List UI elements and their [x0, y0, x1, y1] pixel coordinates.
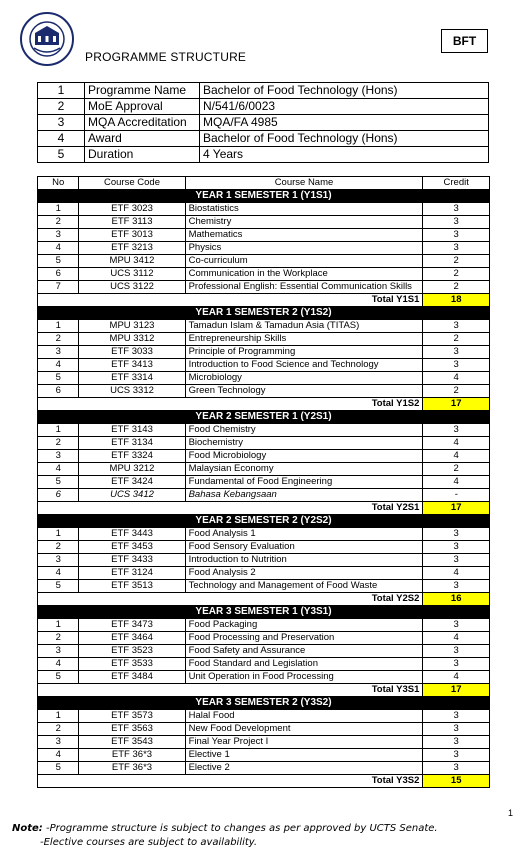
course-name: Chemistry — [185, 216, 423, 229]
course-credit: 2 — [423, 268, 490, 281]
course-code: ETF 3513 — [79, 580, 185, 593]
course-credit: 3 — [423, 424, 490, 437]
course-name: New Food Development — [185, 723, 423, 736]
course-no: 3 — [38, 346, 79, 359]
course-credit: 3 — [423, 710, 490, 723]
total-label: Total Y1S1 — [38, 294, 423, 307]
course-code: ETF 3124 — [79, 567, 185, 580]
course-no: 1 — [38, 528, 79, 541]
table-row — [38, 320, 490, 333]
course-credit: 3 — [423, 242, 490, 255]
course-credit: 3 — [423, 203, 490, 216]
info-value: N/541/6/0023 — [200, 99, 489, 115]
course-name: Food Packaging — [185, 619, 423, 632]
table-row — [38, 242, 490, 255]
table-row — [38, 671, 490, 684]
course-code: ETF 3213 — [79, 242, 185, 255]
course-credit: 3 — [423, 528, 490, 541]
course-credit: 3 — [423, 541, 490, 554]
course-name: Co-curriculum — [185, 255, 423, 268]
table-row — [38, 437, 490, 450]
table-row — [38, 749, 490, 762]
course-no: 3 — [38, 736, 79, 749]
course-name: Technology and Management of Food Waste — [185, 580, 423, 593]
semester-header — [38, 411, 490, 424]
table-row — [38, 645, 490, 658]
course-name: Biostatistics — [185, 203, 423, 216]
total-credit: 17 — [423, 684, 490, 697]
course-credit: 4 — [423, 476, 490, 489]
total-label: Total Y3S1 — [38, 684, 423, 697]
col-header-no: No — [38, 177, 79, 190]
programme-info-table — [37, 82, 489, 163]
course-no: 5 — [38, 476, 79, 489]
course-credit: 4 — [423, 437, 490, 450]
semester-total-row — [38, 775, 490, 788]
semester-title: YEAR 2 SEMESTER 1 (Y2S1) — [38, 411, 490, 424]
course-no: 4 — [38, 567, 79, 580]
course-no: 4 — [38, 658, 79, 671]
course-credit: 4 — [423, 632, 490, 645]
course-name: Entrepreneurship Skills — [185, 333, 423, 346]
course-code: ETF 3543 — [79, 736, 185, 749]
course-no: 3 — [38, 450, 79, 463]
course-code: ETF 3033 — [79, 346, 185, 359]
course-credit: 3 — [423, 736, 490, 749]
course-code: MPU 3412 — [79, 255, 185, 268]
course-credit: 2 — [423, 281, 490, 294]
info-row — [38, 83, 489, 99]
course-credit: 3 — [423, 554, 490, 567]
semester-total-row — [38, 502, 490, 515]
table-row — [38, 723, 490, 736]
table-header-row — [38, 177, 490, 190]
semester-header — [38, 697, 490, 710]
course-credit: 3 — [423, 658, 490, 671]
total-credit: 17 — [423, 398, 490, 411]
course-no: 1 — [38, 424, 79, 437]
note-line-2: -Elective courses are subject to availability. — [40, 837, 258, 848]
course-code: ETF 3464 — [79, 632, 185, 645]
info-no: 1 — [38, 83, 85, 99]
info-label: Award — [85, 131, 200, 147]
course-no: 7 — [38, 281, 79, 294]
semester-total-row — [38, 593, 490, 606]
course-credit: 3 — [423, 359, 490, 372]
course-no: 5 — [38, 372, 79, 385]
course-no: 2 — [38, 541, 79, 554]
course-code: ETF 36*3 — [79, 749, 185, 762]
course-name: Food Processing and Preservation — [185, 632, 423, 645]
course-credit: 2 — [423, 255, 490, 268]
course-name: Food Standard and Legislation — [185, 658, 423, 671]
course-name: Malaysian Economy — [185, 463, 423, 476]
course-credit: 4 — [423, 671, 490, 684]
info-no: 3 — [38, 115, 85, 131]
semester-title: YEAR 3 SEMESTER 1 (Y3S1) — [38, 606, 490, 619]
course-no: 1 — [38, 619, 79, 632]
info-value: MQA/FA 4985 — [200, 115, 489, 131]
info-no: 5 — [38, 147, 85, 163]
course-code: ETF 3424 — [79, 476, 185, 489]
course-no: 2 — [38, 632, 79, 645]
course-code: UCS 3112 — [79, 268, 185, 281]
course-credit: 4 — [423, 450, 490, 463]
info-no: 4 — [38, 131, 85, 147]
table-row — [38, 736, 490, 749]
course-credit: 2 — [423, 385, 490, 398]
info-value: Bachelor of Food Technology (Hons) — [200, 131, 489, 147]
course-code: ETF 3473 — [79, 619, 185, 632]
course-credit: 3 — [423, 723, 490, 736]
course-code: ETF 3523 — [79, 645, 185, 658]
course-credit: 4 — [423, 372, 490, 385]
table-row — [38, 619, 490, 632]
course-name: Mathematics — [185, 229, 423, 242]
course-no: 6 — [38, 385, 79, 398]
semester-header — [38, 606, 490, 619]
table-row — [38, 567, 490, 580]
table-row — [38, 762, 490, 775]
course-credit: 3 — [423, 619, 490, 632]
table-row — [38, 424, 490, 437]
course-code: ETF 3453 — [79, 541, 185, 554]
total-label: Total Y2S1 — [38, 502, 423, 515]
course-no: 2 — [38, 437, 79, 450]
course-name: Professional English: Essential Communication Skills — [185, 281, 423, 294]
course-structure-table — [37, 176, 490, 788]
course-name: Elective 2 — [185, 762, 423, 775]
course-name: Physics — [185, 242, 423, 255]
table-row — [38, 229, 490, 242]
table-row — [38, 281, 490, 294]
table-row — [38, 554, 490, 567]
total-credit: 16 — [423, 593, 490, 606]
course-name: Food Sensory Evaluation — [185, 541, 423, 554]
table-row — [38, 710, 490, 723]
table-row — [38, 632, 490, 645]
course-name: Tamadun Islam & Tamadun Asia (TITAS) — [185, 320, 423, 333]
course-credit: 3 — [423, 346, 490, 359]
course-credit: 3 — [423, 216, 490, 229]
course-no: 5 — [38, 671, 79, 684]
course-code: ETF 3143 — [79, 424, 185, 437]
table-row — [38, 476, 490, 489]
course-no: 5 — [38, 762, 79, 775]
footnote — [12, 822, 438, 850]
table-row — [38, 333, 490, 346]
course-name: Biochemistry — [185, 437, 423, 450]
course-no: 3 — [38, 229, 79, 242]
course-name: Halal Food — [185, 710, 423, 723]
course-no: 4 — [38, 749, 79, 762]
semester-total-row — [38, 398, 490, 411]
total-label: Total Y2S2 — [38, 593, 423, 606]
course-credit: 3 — [423, 749, 490, 762]
total-label: Total Y1S2 — [38, 398, 423, 411]
info-value: 4 Years — [200, 147, 489, 163]
course-code: ETF 36*3 — [79, 762, 185, 775]
course-name: Introduction to Food Science and Technology — [185, 359, 423, 372]
semester-header — [38, 307, 490, 320]
semester-title: YEAR 1 SEMESTER 1 (Y1S1) — [38, 190, 490, 203]
semester-total-row — [38, 684, 490, 697]
course-code: ETF 3533 — [79, 658, 185, 671]
course-no: 1 — [38, 320, 79, 333]
course-no: 5 — [38, 580, 79, 593]
table-row — [38, 385, 490, 398]
course-code: ETF 3443 — [79, 528, 185, 541]
course-no: 2 — [38, 723, 79, 736]
course-code: ETF 3013 — [79, 229, 185, 242]
course-code: ETF 3413 — [79, 359, 185, 372]
course-no: 3 — [38, 645, 79, 658]
table-row — [38, 268, 490, 281]
course-name: Principle of Programming — [185, 346, 423, 359]
programme-code-badge: BFT — [441, 29, 488, 53]
total-label: Total Y3S2 — [38, 775, 423, 788]
semester-title: YEAR 2 SEMESTER 2 (Y2S2) — [38, 515, 490, 528]
course-name: Food Microbiology — [185, 450, 423, 463]
course-name: Food Chemistry — [185, 424, 423, 437]
course-code: UCS 3122 — [79, 281, 185, 294]
course-name: Unit Operation in Food Processing — [185, 671, 423, 684]
course-code: ETF 3563 — [79, 723, 185, 736]
total-credit: 17 — [423, 502, 490, 515]
course-name: Communication in the Workplace — [185, 268, 423, 281]
info-row — [38, 99, 489, 115]
table-row — [38, 372, 490, 385]
col-header-credit: Credit — [423, 177, 490, 190]
table-row — [38, 450, 490, 463]
table-row — [38, 528, 490, 541]
course-no: 4 — [38, 359, 79, 372]
course-no: 2 — [38, 216, 79, 229]
total-credit: 15 — [423, 775, 490, 788]
course-no: 6 — [38, 268, 79, 281]
course-code: ETF 3484 — [79, 671, 185, 684]
table-row — [38, 580, 490, 593]
semester-total-row — [38, 294, 490, 307]
course-name: Microbiology — [185, 372, 423, 385]
col-header-name: Course Name — [185, 177, 423, 190]
semester-header — [38, 515, 490, 528]
table-row — [38, 346, 490, 359]
course-name: Elective 1 — [185, 749, 423, 762]
course-code: ETF 3324 — [79, 450, 185, 463]
course-code: ETF 3134 — [79, 437, 185, 450]
course-no: 4 — [38, 242, 79, 255]
note-line-1: -Programme structure is subject to changes as per approved by UCTS Senate. — [46, 823, 438, 834]
table-row — [38, 255, 490, 268]
course-credit: 2 — [423, 333, 490, 346]
course-code: MPU 3312 — [79, 333, 185, 346]
table-row — [38, 463, 490, 476]
course-code: ETF 3113 — [79, 216, 185, 229]
course-code: MPU 3123 — [79, 320, 185, 333]
page-number: 1 — [508, 808, 514, 818]
course-code: UCS 3412 — [79, 489, 185, 502]
course-credit: 4 — [423, 567, 490, 580]
info-label: MQA Accreditation — [85, 115, 200, 131]
page-title: PROGRAMME STRUCTURE — [85, 50, 247, 64]
course-no: 5 — [38, 255, 79, 268]
table-row — [38, 359, 490, 372]
info-row — [38, 147, 489, 163]
course-name: Introduction to Nutrition — [185, 554, 423, 567]
course-credit: 3 — [423, 762, 490, 775]
course-code: ETF 3433 — [79, 554, 185, 567]
course-credit: 2 — [423, 463, 490, 476]
course-code: ETF 3023 — [79, 203, 185, 216]
table-row — [38, 203, 490, 216]
course-credit: 3 — [423, 229, 490, 242]
course-no: 6 — [38, 489, 79, 502]
course-name: Green Technology — [185, 385, 423, 398]
course-name: Food Analysis 2 — [185, 567, 423, 580]
info-no: 2 — [38, 99, 85, 115]
course-no: 1 — [38, 710, 79, 723]
info-row — [38, 115, 489, 131]
course-name: Final Year Project I — [185, 736, 423, 749]
university-logo — [20, 12, 74, 66]
course-no: 2 — [38, 333, 79, 346]
course-code: MPU 3212 — [79, 463, 185, 476]
info-value: Bachelor of Food Technology (Hons) — [200, 83, 489, 99]
table-row — [38, 658, 490, 671]
info-row — [38, 131, 489, 147]
info-label: MoE Approval — [85, 99, 200, 115]
course-name: Food Safety and Assurance — [185, 645, 423, 658]
table-row — [38, 541, 490, 554]
course-name: Bahasa Kebangsaan — [185, 489, 423, 502]
col-header-code: Course Code — [79, 177, 185, 190]
table-row — [38, 216, 490, 229]
course-credit: 3 — [423, 645, 490, 658]
course-no: 4 — [38, 463, 79, 476]
table-row — [38, 489, 490, 502]
course-code: ETF 3314 — [79, 372, 185, 385]
total-credit: 18 — [423, 294, 490, 307]
course-name: Fundamental of Food Engineering — [185, 476, 423, 489]
course-code: UCS 3312 — [79, 385, 185, 398]
semester-title: YEAR 3 SEMESTER 2 (Y3S2) — [38, 697, 490, 710]
course-credit: 3 — [423, 320, 490, 333]
info-label: Duration — [85, 147, 200, 163]
course-credit: - — [423, 489, 490, 502]
course-code: ETF 3573 — [79, 710, 185, 723]
course-credit: 3 — [423, 580, 490, 593]
course-no: 3 — [38, 554, 79, 567]
semester-header — [38, 190, 490, 203]
course-name: Food Analysis 1 — [185, 528, 423, 541]
info-label: Programme Name — [85, 83, 200, 99]
course-no: 1 — [38, 203, 79, 216]
semester-title: YEAR 1 SEMESTER 2 (Y1S2) — [38, 307, 490, 320]
note-label: Note: — [12, 823, 43, 834]
